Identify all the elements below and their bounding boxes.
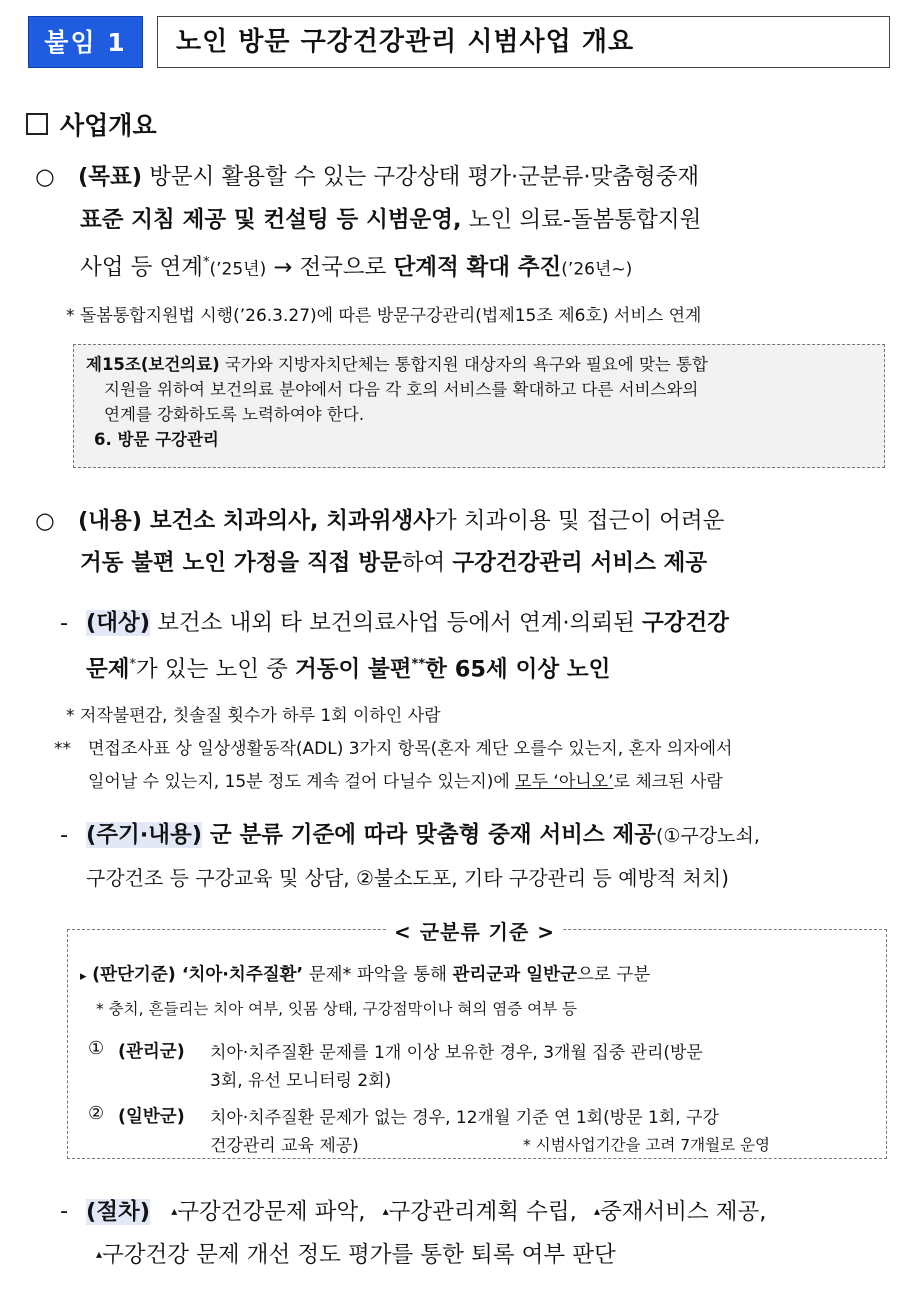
law-text-1: 국가와 지방자치단체는 통합지원 대상자의 욕구와 필요에 맞는 통합 (219, 355, 708, 374)
page-title: 노인 방문 구강건강관리 시범사업 개요 (157, 16, 890, 68)
mgmt-line-2: 3회, 유선 모니터링 2회) (210, 1071, 392, 1091)
content-l2-bold-1: 거동 불편 노인 가정을 직접 방문 (80, 550, 402, 576)
target-footnote-2: ** (411, 657, 426, 672)
triangle-up-icon: ▴ (171, 1204, 178, 1218)
cycle-l1-text: (①구강노쇠, (655, 825, 760, 847)
section-heading (26, 106, 157, 142)
content-line-1 (78, 500, 724, 542)
triangle-up-icon: ▴ (382, 1204, 389, 1218)
section-title: 사업개요 (60, 111, 157, 140)
procedure-label: (절차) (86, 1199, 151, 1225)
general-number: ② (88, 1103, 105, 1124)
procedure-line-2 (96, 1233, 616, 1276)
procedure-step-2: 구강관리계획 수립, (388, 1199, 577, 1225)
goal-line1-text: 방문시 활용할 수 있는 구강상태 평가·군분류·맞춤형중재 (142, 164, 700, 190)
general-line-1: 치아·치주질환 문제가 없는 경우, 12개월 기준 연 1회(방문 1회, 구강 (210, 1108, 719, 1128)
target-note-2-text-a: 일어날 수 있는지, 15분 정도 계속 걸어 다닐수 있는지)에 (88, 772, 516, 792)
goal-line-1 (78, 156, 886, 198)
target-line-1 (86, 602, 729, 644)
general-line-2: 건강관리 교육 제공) (210, 1136, 359, 1156)
target-note-2-text-b: 로 체크된 사람 (613, 772, 723, 792)
criteria-judge-label: (판단기준) (92, 965, 176, 985)
procedure-step-4: 구강건강 문제 개선 정도 평가를 통한 퇴록 여부 판단 (102, 1242, 616, 1268)
criteria-judge-text-1: 문제* 파악을 통해 (303, 965, 453, 985)
cycle-line-1 (86, 814, 760, 857)
goal-line-3 (80, 242, 632, 291)
goal-line3-bold: 단계적 확대 추진 (393, 254, 562, 281)
content-l2-bold-2: 구강건강관리 서비스 제공 (452, 550, 708, 576)
target-note-2-line-1: 면접조사표 상 일상생활동작(ADL) 3가지 항목(혼자 계단 오를수 있는지, 혼자 의자에서 (88, 739, 733, 759)
target-l2-text: 가 있는 노인 중 (135, 656, 296, 683)
target-l1-text: 보건소 내외 타 보건의료사업 등에서 연계·의뢰된 (150, 610, 642, 636)
criteria-judge-line (80, 961, 650, 986)
target-l2-bold-2: 거동이 불편 (295, 656, 412, 683)
target-footnote-1: * (129, 657, 136, 672)
content-l2-text: 하여 (401, 550, 453, 576)
target-note-1: * 저작불편감, 칫솔질 횟수가 하루 1회 이하인 사람 (66, 706, 441, 726)
target-dash: - (60, 610, 69, 636)
cycle-dash: - (60, 822, 69, 848)
goal-line3-text1: 사업 등 연계 (80, 254, 203, 281)
goal-line-2 (80, 199, 888, 241)
criteria-judge-text-2: 으로 구분 (576, 965, 651, 985)
goal-line3-text2: → 전국으로 (266, 254, 394, 281)
goal-bullet: ○ (35, 164, 55, 190)
checkbox-square-icon (26, 113, 48, 135)
procedure-line-1 (86, 1190, 766, 1233)
procedure-step-1: 구강건강문제 파악, (177, 1199, 366, 1225)
attachment-tag: 붙임 1 (28, 16, 143, 68)
cycle-line-2: 구강건조 등 구강교육 및 상담, ②불소도포, 기타 구강관리 등 예방적 처치) (86, 866, 729, 890)
criteria-judge-bold-2: 관리군과 일반군 (452, 965, 577, 985)
goal-footnote-mark: * (202, 255, 210, 270)
procedure-dash: - (60, 1198, 69, 1224)
goal-note: * 돌봄통합지원법 시행(’26.3.27)에 따른 방문구강관리(법제15조 제6호) 서비스 연계 (66, 306, 702, 326)
target-note-2-underline: 모두 ‘아니오’ (515, 772, 614, 792)
triangle-up-icon: ▴ (96, 1247, 103, 1261)
goal-year-1: (’25년) (209, 259, 267, 280)
cycle-label: (주기·내용) (86, 822, 203, 848)
target-l2-bold-3: 한 65세 이상 노인 (425, 656, 611, 683)
general-label: (일반군) (118, 1107, 185, 1127)
procedure-step-3: 중재서비스 제공, (599, 1199, 767, 1225)
goal-label: (목표) (78, 164, 143, 190)
target-line-2 (86, 644, 610, 691)
law-line-2: 지원을 위하여 보건의료 분야에서 다음 각 호의 서비스를 확대하고 다른 서비스와의 (104, 380, 699, 399)
mgmt-number: ① (88, 1038, 105, 1059)
law-line-1 (86, 352, 874, 377)
general-note: * 시범사업기간을 고려 7개월로 운영 (523, 1136, 770, 1154)
target-label: (대상) (86, 610, 151, 636)
target-note-2-mark: ** (54, 739, 71, 759)
goal-line2-text: 노인 의료-돌봄통합지원 (461, 207, 702, 233)
law-excerpt-box (73, 344, 885, 468)
content-l1-bold: 보건소 치과의사, 치과위생사 (142, 508, 435, 534)
goal-line2-bold: 표준 지침 제공 및 컨설팅 등 시범운영, (80, 207, 462, 233)
criteria-judge-note: * 충치, 흔들리는 치아 여부, 잇몸 상태, 구강점막이나 혀의 염증 여부 등 (96, 1000, 578, 1018)
mgmt-label: (관리군) (118, 1042, 185, 1062)
target-note-2-line-2 (88, 768, 723, 797)
mgmt-line-1: 치아·치주질환 문제를 1개 이상 보유한 경우, 3개월 집중 관리(방문 (210, 1043, 703, 1063)
law-article: 제15조(보건의료) (86, 355, 220, 374)
content-line-2 (80, 542, 707, 584)
criteria-judge-bold: ‘치아·치주질환’ (175, 965, 304, 985)
goal-year-2: (’26년~) (561, 259, 633, 280)
content-bullet: ○ (35, 508, 55, 534)
triangle-right-icon: ▸ (80, 969, 87, 984)
content-label: (내용) (78, 508, 143, 534)
triangle-up-icon: ▴ (593, 1204, 600, 1218)
law-item: 6. 방문 구강관리 (94, 430, 219, 449)
cycle-l1-bold: 군 분류 기준에 따라 맞춤형 중재 서비스 제공 (202, 822, 656, 848)
target-l1-bold: 구강건강 (641, 610, 729, 636)
target-l2-bold-1: 문제 (86, 656, 130, 683)
content-l1-text: 가 치과이용 및 접근이 어려운 (434, 508, 725, 534)
law-line-3: 연계를 강화하도록 노력하여야 한다. (104, 405, 365, 424)
criteria-title: < 군분류 기준 > (386, 916, 563, 945)
